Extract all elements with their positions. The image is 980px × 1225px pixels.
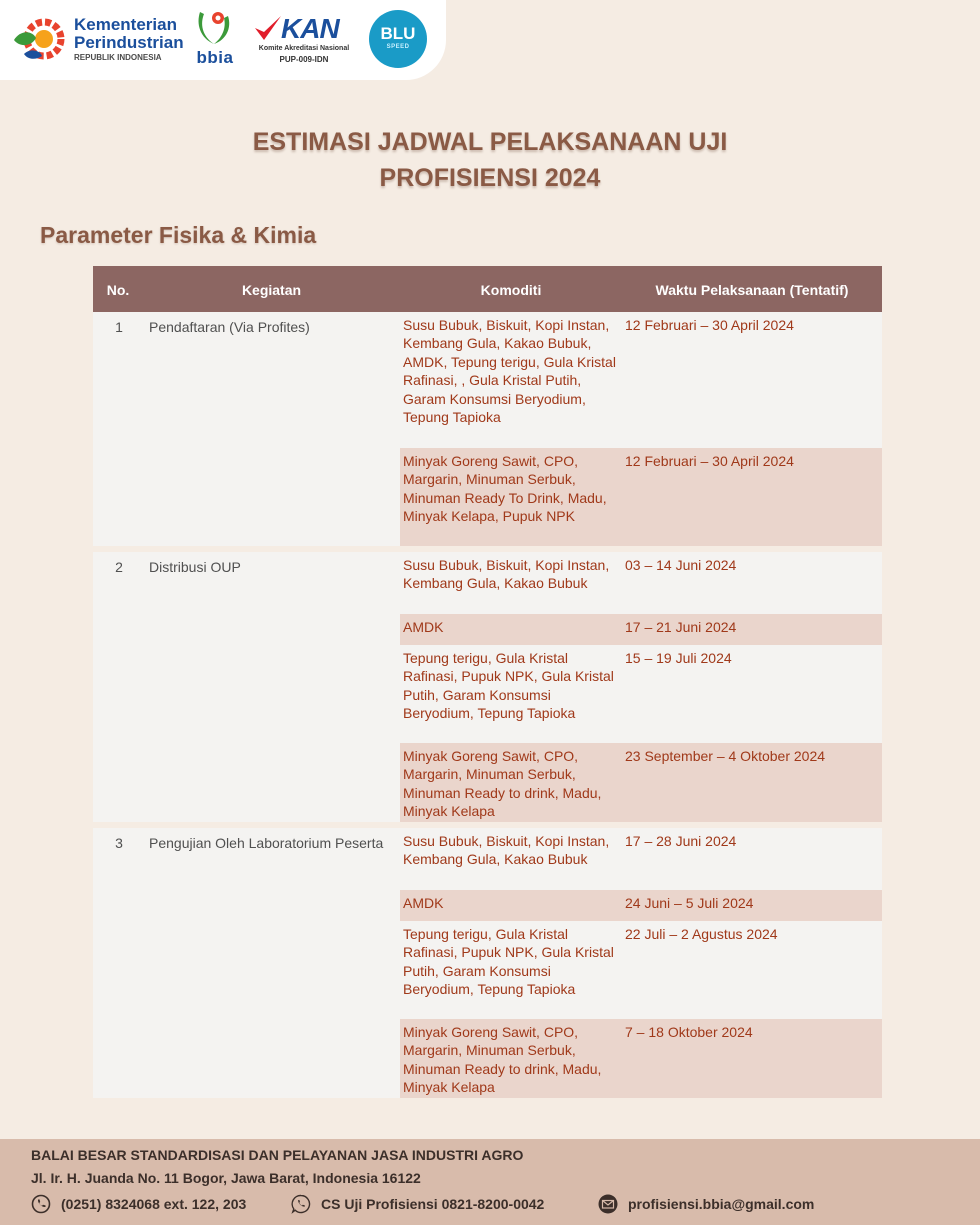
page-title-line2: PROFISIENSI 2024 [379, 164, 601, 192]
kemenperin-line2: Perindustrian [74, 33, 184, 52]
table-group [93, 552, 882, 822]
row-komoditi: AMDK [403, 895, 444, 911]
section-title: Parameter Fisika & Kimia [40, 222, 317, 248]
row-komoditi: AMDK [403, 619, 444, 635]
footer-address: Jl. Ir. H. Juanda No. 11 Bogor, Jawa Barat, Indonesia 16122 [31, 1170, 421, 1186]
footer-org-name: BALAI BESAR STANDARDISASI DAN PELAYANAN JASA INDUSTRI AGRO [31, 1147, 524, 1163]
footer [0, 1139, 980, 1225]
table-row [400, 312, 882, 448]
bbia-logo [192, 6, 238, 70]
blu-subtitle: SPEED [386, 44, 410, 50]
kan-wordmark: KAN [281, 13, 339, 44]
kan-code: PUP-009-IDN [279, 55, 329, 64]
phone-icon [31, 1194, 51, 1214]
row-waktu: 03 – 14 Juni 2024 [625, 557, 737, 573]
table-row [400, 921, 882, 1019]
row-waktu: 24 Juni – 5 Juli 2024 [625, 895, 754, 911]
group-kegiatan: Pendaftaran (Via Profites) [149, 319, 310, 335]
row-komoditi: Minyak Goreng Sawit, CPO, Margarin, Minuman Serbuk, Minuman Ready to drink, Madu, Minyak Kelapa [403, 748, 602, 820]
page-title [0, 124, 980, 196]
kan-logo [253, 14, 355, 66]
schedule-table [93, 266, 882, 1098]
group-number: 2 [115, 559, 123, 575]
row-komoditi: Minyak Goreng Sawit, CPO, Margarin, Minuman Serbuk, Minuman Ready to drink, Madu, Minyak Kelapa [403, 1024, 602, 1096]
kemenperin-logo [10, 12, 185, 67]
row-waktu: 17 – 21 Juni 2024 [625, 619, 737, 635]
footer-email-text: profisiensi.bbia@gmail.com [628, 1196, 815, 1212]
row-waktu: 7 – 18 Oktober 2024 [625, 1024, 753, 1040]
bbia-wordmark: bbia [196, 48, 234, 67]
group-number: 1 [115, 319, 123, 335]
table-row [400, 448, 882, 546]
row-komoditi: Susu Bubuk, Biskuit, Kopi Instan, Kembang Gula, Kakao Bubuk, AMDK, Tepung terigu, Gula Kristal Rafinasi, , Gula Kristal Putih, Garam Konsumsi Beryodium, Tepung Tapioka [403, 317, 616, 426]
row-waktu: 15 – 19 Juli 2024 [625, 650, 732, 666]
footer-phone-text: (0251) 8324068 ext. 122, 203 [61, 1196, 247, 1212]
row-komoditi: Susu Bubuk, Biskuit, Kopi Instan, Kembang Gula, Kakao Bubuk [403, 557, 610, 592]
table-row [400, 614, 882, 645]
gear-logo-icon [10, 14, 70, 64]
kemenperin-line3: REPUBLIK INDONESIA [74, 53, 162, 62]
table-group [93, 312, 882, 546]
group-kegiatan: Pengujian Oleh Laboratorium Peserta [149, 835, 384, 851]
leaf-flower-icon [192, 6, 238, 50]
kemenperin-line1: Kementerian [74, 15, 177, 34]
blu-wordmark: BLU [380, 24, 416, 43]
row-waktu: 22 Juli – 2 Agustus 2024 [625, 926, 778, 942]
row-komoditi: Tepung terigu, Gula Kristal Rafinasi, Pupuk NPK, Gula Kristal Putih, Garam Konsumsi Beryodium, Tepung Tapioka [403, 926, 614, 998]
whatsapp-icon [291, 1194, 311, 1214]
row-waktu: 17 – 28 Juni 2024 [625, 833, 737, 849]
page-title-line1: ESTIMASI JADWAL PELAKSANAAN UJI [252, 128, 728, 156]
checkmark-icon [253, 14, 283, 44]
header-waktu: Waktu Pelaksanaan (Tentatif) [655, 282, 849, 298]
table-row [400, 552, 882, 614]
kan-subtitle: Komite Akreditasi Nasional [258, 45, 350, 52]
blu-logo [369, 10, 427, 68]
group-kegiatan: Distribusi OUP [149, 559, 241, 575]
table-row [400, 828, 882, 890]
row-komoditi: Minyak Goreng Sawit, CPO, Margarin, Minuman Serbuk, Minuman Ready To Drink, Madu, Minyak Kelapa, Pupuk NPK [403, 453, 607, 525]
table-row [400, 1019, 882, 1098]
table-header [93, 266, 882, 312]
table-row [400, 645, 882, 743]
header-kegiatan: Kegiatan [241, 282, 302, 298]
logo-bar [0, 0, 446, 80]
table-group [93, 828, 882, 1098]
header-komoditi: Komoditi [480, 282, 542, 298]
table-row [400, 890, 882, 921]
group-number: 3 [115, 835, 123, 851]
table-row [400, 743, 882, 822]
header-no: No. [106, 282, 130, 298]
row-waktu: 23 September – 4 Oktober 2024 [625, 748, 826, 764]
footer-whatsapp-text: CS Uji Profisiensi 0821-8200-0042 [321, 1196, 545, 1212]
row-komoditi: Susu Bubuk, Biskuit, Kopi Instan, Kembang Gula, Kakao Bubuk [403, 833, 610, 868]
email-icon [598, 1194, 618, 1214]
row-waktu: 12 Februari – 30 April 2024 [625, 317, 794, 333]
row-komoditi: Tepung terigu, Gula Kristal Rafinasi, Pupuk NPK, Gula Kristal Putih, Garam Konsumsi Beryodium, Tepung Tapioka [403, 650, 614, 722]
row-waktu: 12 Februari – 30 April 2024 [625, 453, 794, 469]
